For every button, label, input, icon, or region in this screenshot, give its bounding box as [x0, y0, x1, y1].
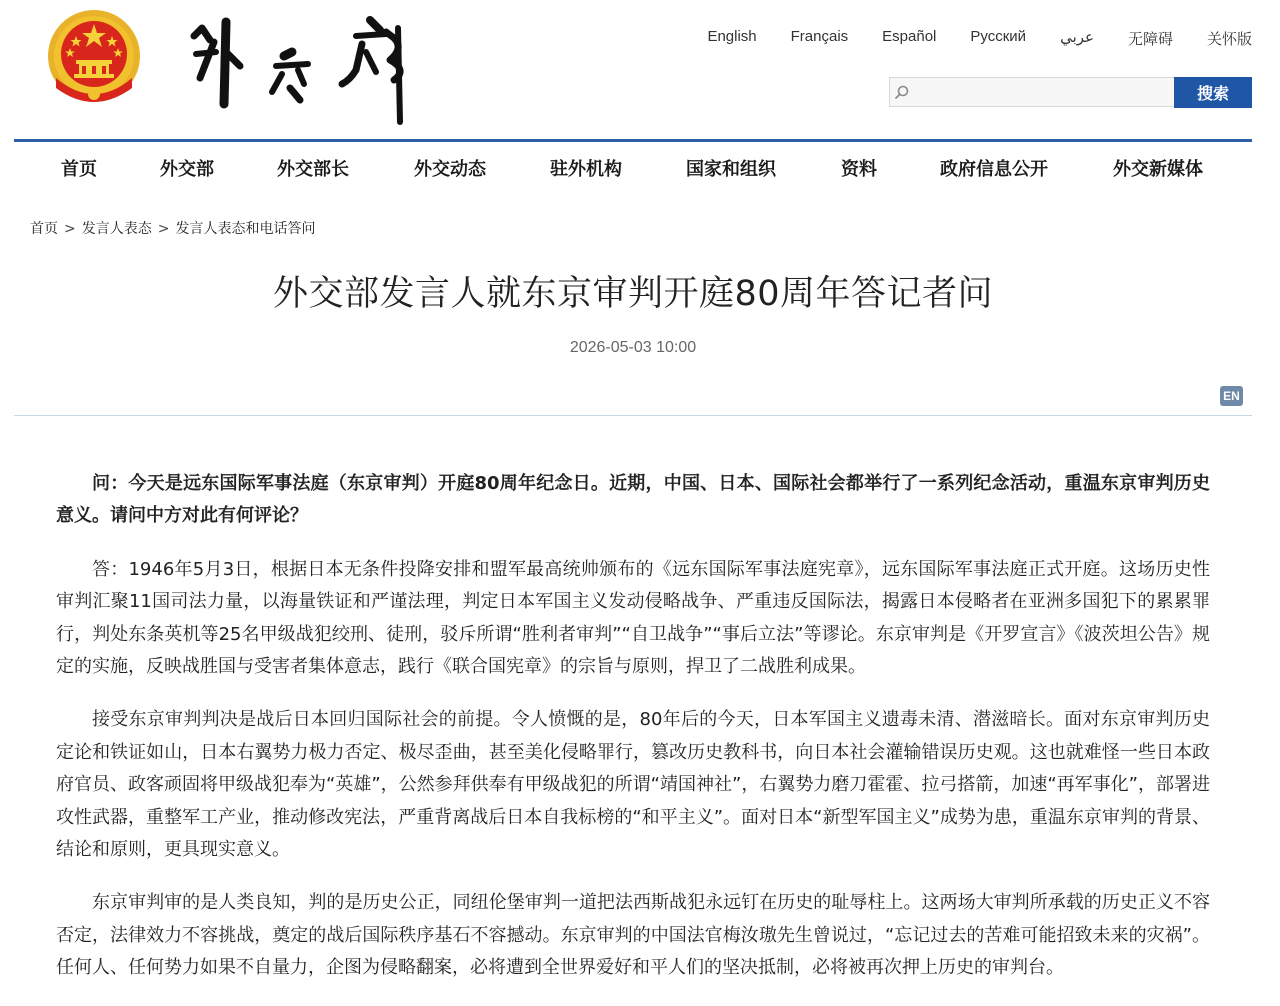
search-button[interactable]: 搜索 — [1174, 77, 1252, 108]
search-input[interactable] — [914, 78, 1174, 106]
search-box — [889, 77, 1174, 107]
site-header — [0, 0, 1280, 140]
lang-link-spanish[interactable]: Español — [882, 28, 937, 45]
nav-item-countries-organizations[interactable]: 国家和组织 — [686, 159, 776, 180]
search-icon — [890, 84, 914, 100]
article-body — [56, 468, 1210, 1006]
article-paragraph-question: 问：今天是远东国际军事法庭（东京审判）开庭80周年纪念日。近期，中国、日本、国际社会都举行了一系列纪念活动，重温东京审判历史意义。请问中方对此有何评论？ — [56, 473, 1210, 527]
main-nav — [14, 142, 1252, 192]
breadcrumb-separator: > — [64, 221, 76, 237]
accessibility-link[interactable]: 无障碍 — [1127, 31, 1173, 48]
lang-link-english[interactable]: English — [707, 28, 757, 45]
nav-item-ministry[interactable]: 外交部 — [160, 159, 214, 180]
breadcrumb-separator: > — [157, 221, 170, 237]
article-paragraph: 东京审判审的是人类良知，判的是历史公正，同纽伦堡审判一道把法西斯战犯永远钉在历史的耻辱柱上。这两场大审判所承载的历史正义不容否定，法律效力不容挑战，奠定的战后国际秩序基石不容撼动。东京审判的中国法官梅汝璈先生曾说过，“忘记过去的苦难可能招致未来的灾祸”。任何人、任何势力如果不自量力，企图为侵略翻案，必将遭到全世界爱好和平人们的坚决抵制，必将被再次押上历史的审判台。 — [56, 892, 1210, 979]
breadcrumb-home[interactable]: 首页 — [30, 221, 58, 237]
title-divider — [14, 415, 1252, 416]
nav-item-home[interactable]: 首页 — [61, 159, 97, 180]
nav-item-new-media[interactable]: 外交新媒体 — [1113, 159, 1203, 180]
national-emblem-icon[interactable] — [46, 8, 142, 108]
site-logo-calligraphy[interactable] — [180, 8, 420, 126]
article-paragraph: 接受东京审判判决是战后日本回归国际社会的前提。令人愤慨的是，80年后的今天，日本军国主义遗毒未清、潜滋暗长。面对东京审判历史定论和铁证如山，日本右翼势力极力否定、极尽歪曲，甚至美化侵略罪行，篡改历史教科书，向日本社会灌输错误历史观。这也就难怪一些日本政府官员、政客顽固将甲级战犯奉为“英雄”，公然参拜供奉有甲级战犯的所谓“靖国神社”，右翼势力磨刀霍霍、拉弓搭箭，加速“再军事化”，部署进攻性武器，重整军工产业，推动修改宪法，严重背离战后日本自我标榜的“和平主义”。面对日本“新型军国主义”成势为患，重温东京审判的背景、结论和原则，更具现实意义。 — [56, 709, 1210, 861]
nav-item-diplomatic-news[interactable]: 外交动态 — [414, 159, 486, 180]
language-links — [673, 28, 1252, 49]
lang-link-russian[interactable]: Русский — [970, 28, 1027, 45]
elderly-care-mode-link[interactable]: 关怀版 — [1206, 31, 1252, 48]
breadcrumb — [30, 218, 315, 238]
breadcrumb-spokesperson-remarks[interactable]: 发言人表态和电话答问 — [175, 221, 316, 237]
lang-link-french[interactable]: Français — [790, 28, 849, 45]
lang-link-arabic[interactable]: عربي — [1060, 29, 1094, 46]
nav-item-missions-overseas[interactable]: 驻外机构 — [550, 159, 622, 180]
nav-item-minister[interactable]: 外交部长 — [277, 159, 349, 180]
breadcrumb-spokesperson[interactable]: 发言人表态 — [81, 221, 152, 237]
nav-item-resources[interactable]: 资料 — [841, 159, 877, 180]
article-paragraph: 答：1946年5月3日，根据日本无条件投降安排和盟军最高统帅颁布的《远东国际军事法庭宪章》，远东国际军事法庭正式开庭。这场历史性审判汇聚11国司法力量，以海量铁证和严谨法理，判定日本军国主义发动侵略战争、严重违反国际法，揭露日本侵略者在亚洲多国犯下的累累罪行，判处东条英机等25名甲级战犯绞刑、徒刑，驳斥所谓“胜利者审判”“自卫战争”“事后立法”等谬论。东京审判是《开罗宣言》《波茨坦公告》规定的实施，反映战胜国与受害者集体意志，践行《联合国宪章》的宗旨与原则，捍卫了二战胜利成果。 — [56, 558, 1210, 678]
article-title: 外交部发言人就东京审判开庭80周年答记者问 — [272, 274, 994, 314]
english-version-button[interactable]: EN — [1220, 386, 1243, 406]
article-date: 2026-05-03 10:00 — [569, 339, 697, 356]
nav-item-gov-info-disclosure[interactable]: 政府信息公开 — [940, 159, 1048, 180]
